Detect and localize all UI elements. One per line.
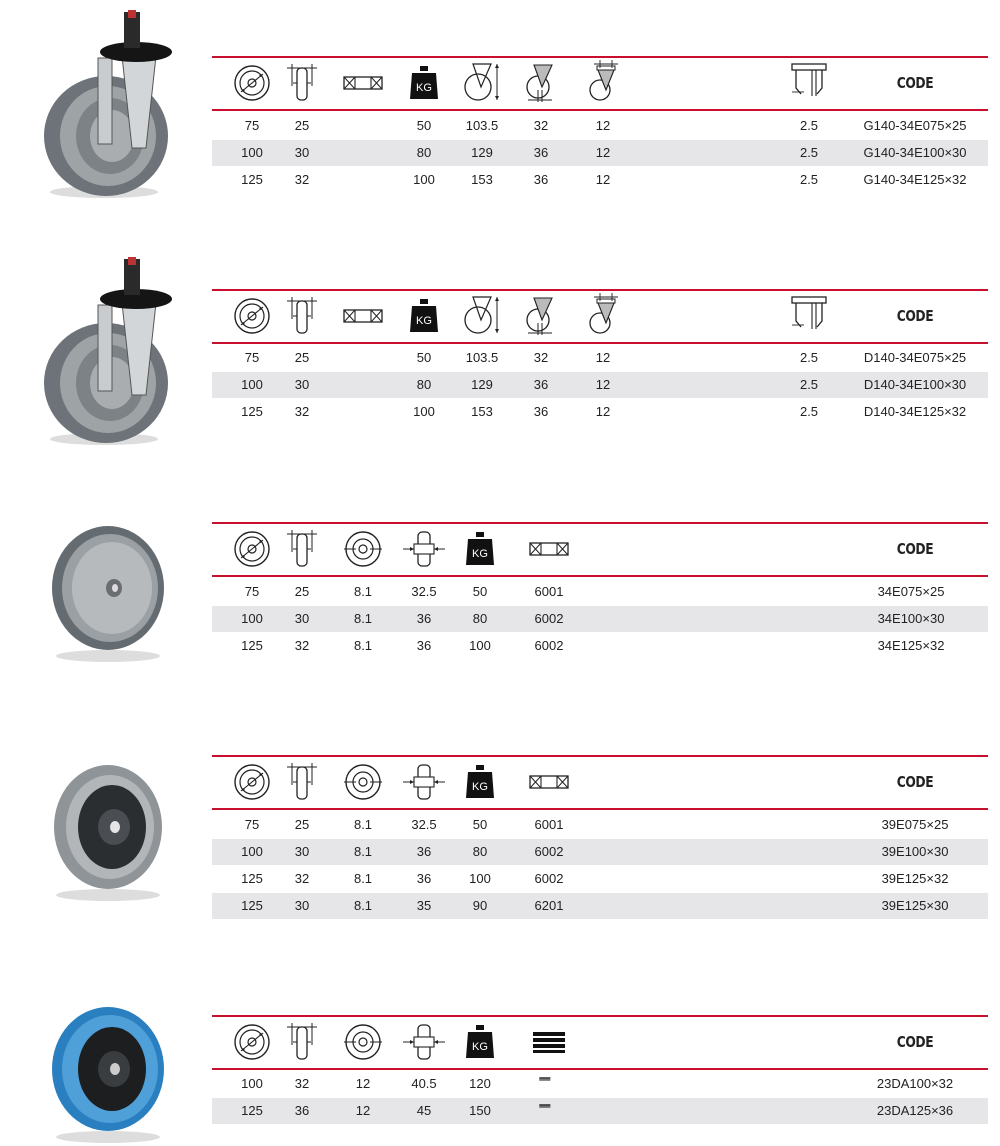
table-cell: 75 xyxy=(244,350,260,365)
table-cell: 36 xyxy=(416,844,432,859)
swivel-offset-icon xyxy=(518,60,564,106)
table-cell: 125 xyxy=(241,638,263,653)
code-header: CODE xyxy=(896,74,934,92)
table-cell: 25 xyxy=(294,118,310,133)
wheel-diameter-icon xyxy=(229,293,275,339)
table-cell: 30 xyxy=(294,844,310,859)
table-cell: 80 xyxy=(472,611,488,626)
table-cell: 2.5 xyxy=(799,145,819,160)
table-top-rule xyxy=(212,1015,988,1017)
hub-length-icon xyxy=(401,1019,447,1065)
spec-table-3 xyxy=(212,522,988,662)
table-cell: 50 xyxy=(416,118,432,133)
table-row xyxy=(212,1098,988,1124)
table-cell: 12 xyxy=(595,350,611,365)
spec-table-5 xyxy=(212,1015,988,1127)
table-cell: 23DA125×36 xyxy=(876,1103,954,1118)
bore-diameter-icon xyxy=(340,526,386,572)
table-cell: 125 xyxy=(241,404,263,419)
hub-length-icon xyxy=(401,759,447,805)
table-cell: 25 xyxy=(294,350,310,365)
table-cell: 100 xyxy=(241,844,263,859)
header-rule xyxy=(212,808,988,810)
table-cell: G140-34E100×30 xyxy=(863,145,967,160)
table-cell: 32 xyxy=(294,638,310,653)
table-cell: 100 xyxy=(241,145,263,160)
table-row xyxy=(212,1071,988,1097)
load-kg-icon xyxy=(401,60,447,106)
grey-wheel-icon xyxy=(36,516,181,666)
table-cell: 8.1 xyxy=(353,611,373,626)
table-cell: 150 xyxy=(469,1103,491,1118)
stem-thread-icon xyxy=(786,293,832,339)
roller-bearing-icon xyxy=(526,1019,572,1065)
table-cell: 36 xyxy=(416,611,432,626)
bearing-box-icon xyxy=(341,378,385,392)
overall-height-icon xyxy=(459,293,505,339)
table-cell: 100 xyxy=(241,377,263,392)
table-cell: 36 xyxy=(416,638,432,653)
load-kg-icon xyxy=(457,526,503,572)
table-cell: 2.5 xyxy=(799,377,819,392)
code-header: CODE xyxy=(896,1033,934,1051)
table-row xyxy=(212,633,988,659)
swivel-offset-icon xyxy=(518,293,564,339)
table-cell: G140-34E125×32 xyxy=(863,172,967,187)
code-header: CODE xyxy=(896,773,934,791)
table-cell: 103.5 xyxy=(465,350,499,365)
table-cell: 39E125×30 xyxy=(881,898,949,913)
table-cell: 153 xyxy=(471,404,493,419)
table-cell: 100 xyxy=(413,404,435,419)
bore-diameter-icon xyxy=(340,759,386,805)
table-cell: 125 xyxy=(241,1103,263,1118)
spec-table-4 xyxy=(212,755,988,919)
table-cell: 32.5 xyxy=(411,817,437,832)
table-cell: 12 xyxy=(355,1103,371,1118)
header-icon-row xyxy=(212,293,988,339)
table-cell: 34E100×30 xyxy=(877,611,945,626)
table-cell: 75 xyxy=(244,118,260,133)
blue-wheel-black-hub-icon xyxy=(36,1001,181,1146)
table-cell: 34E125×32 xyxy=(877,638,945,653)
table-cell: 103.5 xyxy=(465,118,499,133)
table-cell: 8.1 xyxy=(353,871,373,886)
table-cell: 6201 xyxy=(534,898,564,913)
table-cell: 80 xyxy=(416,377,432,392)
header-rule xyxy=(212,342,988,344)
table-cell: 39E125×32 xyxy=(881,871,949,886)
table-cell: 45 xyxy=(416,1103,432,1118)
spec-table-1 xyxy=(212,56,988,196)
wheel-diameter-icon xyxy=(229,1019,275,1065)
table-top-rule xyxy=(212,56,988,58)
grey-wheel-black-hub-icon xyxy=(36,755,181,905)
table-row xyxy=(212,140,988,166)
table-cell: 75 xyxy=(244,584,260,599)
table-cell: 50 xyxy=(472,584,488,599)
header-icon-row xyxy=(212,60,988,106)
table-cell: 12 xyxy=(595,118,611,133)
grey-wheel-swivel-stem-icon xyxy=(36,255,181,447)
table-cell: 32 xyxy=(294,871,310,886)
table-cell: 32 xyxy=(533,350,549,365)
bearing-box-icon xyxy=(341,146,385,160)
table-cell: 25 xyxy=(294,584,310,599)
table-cell: 6002 xyxy=(534,638,564,653)
roller-bearing-icon xyxy=(534,1104,564,1120)
header-icon-row xyxy=(212,1019,988,1065)
wheel-width-icon xyxy=(279,293,325,339)
table-cell: 23DA100×32 xyxy=(876,1076,954,1091)
table-cell: 2.5 xyxy=(799,172,819,187)
bearing-box-icon xyxy=(341,405,385,419)
table-top-rule xyxy=(212,522,988,524)
table-cell: 125 xyxy=(241,871,263,886)
table-cell: 35 xyxy=(416,898,432,913)
table-row xyxy=(212,399,988,425)
wheel-diameter-icon xyxy=(229,60,275,106)
table-cell: 125 xyxy=(241,898,263,913)
hub-length-icon xyxy=(401,526,447,572)
load-kg-icon xyxy=(457,1019,503,1065)
table-cell: 30 xyxy=(294,898,310,913)
table-cell: 90 xyxy=(472,898,488,913)
table-cell: 34E075×25 xyxy=(877,584,945,599)
table-cell: 8.1 xyxy=(353,844,373,859)
wheel-width-icon xyxy=(279,526,325,572)
table-row xyxy=(212,113,988,139)
table-cell: 120 xyxy=(469,1076,491,1091)
table-top-rule xyxy=(212,755,988,757)
table-cell: 36 xyxy=(533,377,549,392)
table-cell: 2.5 xyxy=(799,404,819,419)
header-icon-row xyxy=(212,759,988,805)
table-cell: 36 xyxy=(533,172,549,187)
table-cell: 80 xyxy=(472,844,488,859)
table-row xyxy=(212,372,988,398)
table-cell: 12 xyxy=(595,172,611,187)
load-kg-icon xyxy=(401,293,447,339)
header-rule xyxy=(212,575,988,577)
bearing-box-icon xyxy=(526,759,572,805)
load-kg-icon xyxy=(457,759,503,805)
bearing-box-icon xyxy=(340,60,386,106)
bearing-box-icon xyxy=(340,293,386,339)
table-row xyxy=(212,345,988,371)
table-cell: 153 xyxy=(471,172,493,187)
table-cell: 50 xyxy=(472,817,488,832)
table-cell: 8.1 xyxy=(353,817,373,832)
table-cell: 36 xyxy=(416,871,432,886)
table-cell: 32 xyxy=(533,118,549,133)
header-icon-row xyxy=(212,526,988,572)
table-row xyxy=(212,893,988,919)
table-cell: 32 xyxy=(294,404,310,419)
table-cell: 125 xyxy=(241,172,263,187)
table-cell: D140-34E100×30 xyxy=(863,377,967,392)
table-cell: 12 xyxy=(595,145,611,160)
table-cell: 100 xyxy=(241,1076,263,1091)
wheel-width-icon xyxy=(279,759,325,805)
table-cell: 6002 xyxy=(534,611,564,626)
table-cell: 8.1 xyxy=(353,638,373,653)
table-cell: 100 xyxy=(469,638,491,653)
table-cell: 36 xyxy=(533,404,549,419)
table-cell: 36 xyxy=(294,1103,310,1118)
table-cell: 2.5 xyxy=(799,118,819,133)
overall-height-icon xyxy=(459,60,505,106)
table-row xyxy=(212,167,988,193)
header-rule xyxy=(212,1068,988,1070)
table-top-rule xyxy=(212,289,988,291)
wheel-diameter-icon xyxy=(229,759,275,805)
table-cell: G140-34E075×25 xyxy=(863,118,967,133)
table-cell: 8.1 xyxy=(353,584,373,599)
table-cell: D140-34E125×32 xyxy=(863,404,967,419)
code-header: CODE xyxy=(896,540,934,558)
table-cell: 32.5 xyxy=(411,584,437,599)
table-cell: 129 xyxy=(471,377,493,392)
table-cell: 129 xyxy=(471,145,493,160)
table-cell: 8.1 xyxy=(353,898,373,913)
table-row xyxy=(212,812,988,838)
table-row xyxy=(212,866,988,892)
bearing-box-icon xyxy=(341,173,385,187)
table-cell: 32 xyxy=(294,1076,310,1091)
bearing-box-icon xyxy=(341,119,385,133)
wheel-width-icon xyxy=(279,60,325,106)
table-cell: 6001 xyxy=(534,817,564,832)
table-cell: 80 xyxy=(416,145,432,160)
table-cell: 2.5 xyxy=(799,350,819,365)
table-cell: 39E100×30 xyxy=(881,844,949,859)
table-cell: 12 xyxy=(595,404,611,419)
stem-thread-icon xyxy=(786,60,832,106)
table-cell: 12 xyxy=(355,1076,371,1091)
table-cell: 39E075×25 xyxy=(881,817,949,832)
spec-table-2 xyxy=(212,289,988,429)
table-cell: 30 xyxy=(294,377,310,392)
header-rule xyxy=(212,109,988,111)
table-cell: 32 xyxy=(294,172,310,187)
table-row xyxy=(212,606,988,632)
wheel-diameter-icon xyxy=(229,526,275,572)
bore-diameter-icon xyxy=(340,1019,386,1065)
table-cell: 100 xyxy=(413,172,435,187)
top-plate-icon xyxy=(580,293,626,339)
table-cell: 6002 xyxy=(534,844,564,859)
top-plate-icon xyxy=(580,60,626,106)
table-cell: 36 xyxy=(533,145,549,160)
table-cell: 30 xyxy=(294,145,310,160)
table-cell: 100 xyxy=(469,871,491,886)
table-cell: D140-34E075×25 xyxy=(863,350,967,365)
table-cell: 40.5 xyxy=(411,1076,437,1091)
table-cell: 30 xyxy=(294,611,310,626)
table-cell: 75 xyxy=(244,817,260,832)
table-cell: 25 xyxy=(294,817,310,832)
wheel-width-icon xyxy=(279,1019,325,1065)
table-row xyxy=(212,839,988,865)
table-cell: 12 xyxy=(595,377,611,392)
table-cell: 100 xyxy=(241,611,263,626)
roller-bearing-icon xyxy=(534,1077,564,1093)
code-header: CODE xyxy=(896,307,934,325)
table-cell: 6002 xyxy=(534,871,564,886)
bearing-box-icon xyxy=(341,351,385,365)
table-cell: 50 xyxy=(416,350,432,365)
grey-wheel-swivel-stem-icon xyxy=(36,8,181,200)
table-cell: 6001 xyxy=(534,584,564,599)
table-row xyxy=(212,579,988,605)
bearing-box-icon xyxy=(526,526,572,572)
